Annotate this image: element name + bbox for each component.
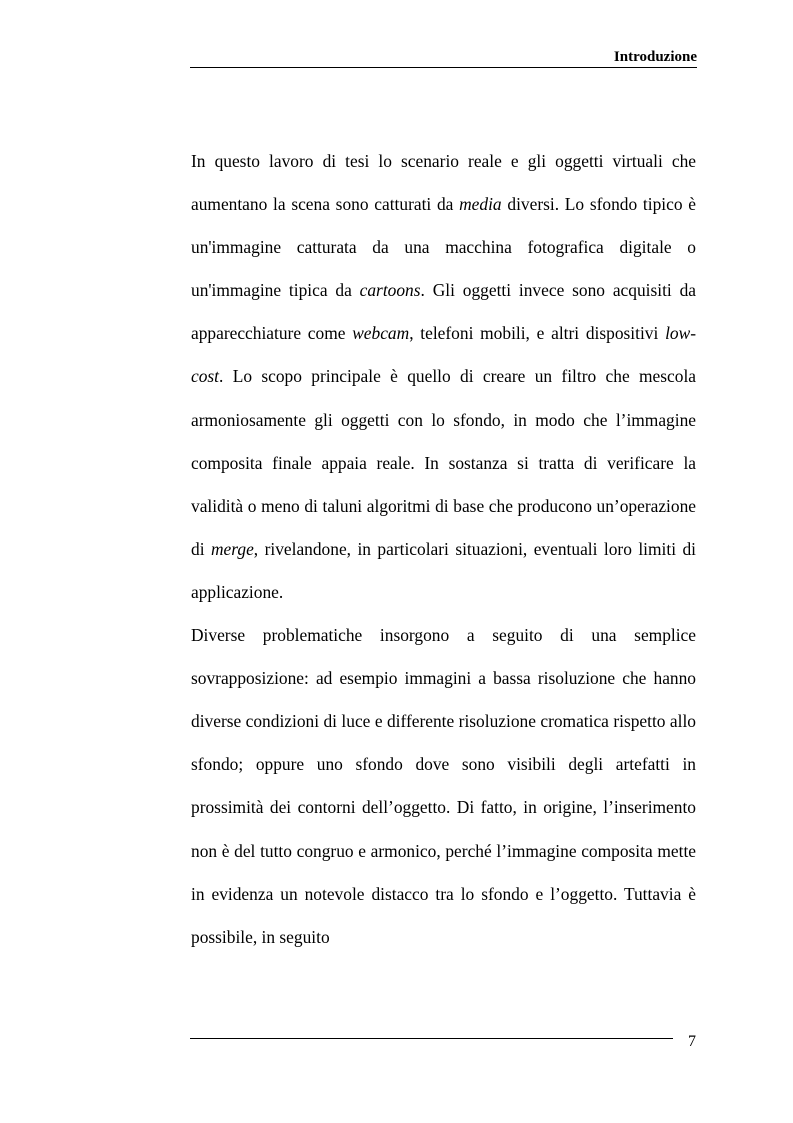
running-head-title: Introduzione [613, 49, 697, 65]
header-rule [190, 67, 697, 68]
italic-term: media [459, 194, 502, 215]
italic-term: cartoons [359, 280, 421, 301]
italic-term: merge [210, 538, 254, 559]
paragraph [191, 614, 696, 959]
text-run: diversi. Lo sfondo tipico è un'immagine catturata da una macchina fotografica digitale o un'immagine tipica da [191, 194, 696, 301]
body-text [191, 140, 696, 959]
paragraph [191, 140, 696, 614]
text-run: , rivelandone, in particolari situazioni, eventuali loro limiti di applicazione. [191, 538, 696, 602]
page-number: 7 [688, 1033, 696, 1050]
italic-term: low-cost [191, 323, 696, 387]
italic-term: webcam [352, 323, 410, 344]
text-run: Diverse problematiche insorgono a seguito di una semplice sovrapposizione: ad esempio immagini a bassa risoluzione che hanno diverse condizioni di luce e differente risoluzione cromatica rispetto allo sfondo; oppure uno sfondo dove sono visibili degli artefatti in prossimità dei contorni dell’oggetto. Di fatto, in origine, l’inserimento non è del tutto congruo e armonico, perché l’immagine composita mette in evidenza un notevole distacco tra lo sfondo e l’oggetto. Tuttavia è possibile, in seguito [191, 625, 696, 947]
text-run: . Gli oggetti invece sono acquisiti da apparecchiature come [191, 280, 696, 344]
footer-rule [190, 1038, 673, 1039]
text-run: In questo lavoro di tesi lo scenario reale e gli oggetti virtuali che aumentano la scena sono catturati da [191, 151, 696, 215]
text-run: , telefoni mobili, e altri dispositivi [409, 323, 666, 344]
text-run: . Lo scopo principale è quello di creare un filtro che mescola armoniosamente gli oggetti con lo sfondo, in modo che l’immagine composita finale appaia reale. In sostanza si tratta di verificare la validità o meno di taluni algoritmi di base che producono un’operazione di [191, 366, 696, 559]
